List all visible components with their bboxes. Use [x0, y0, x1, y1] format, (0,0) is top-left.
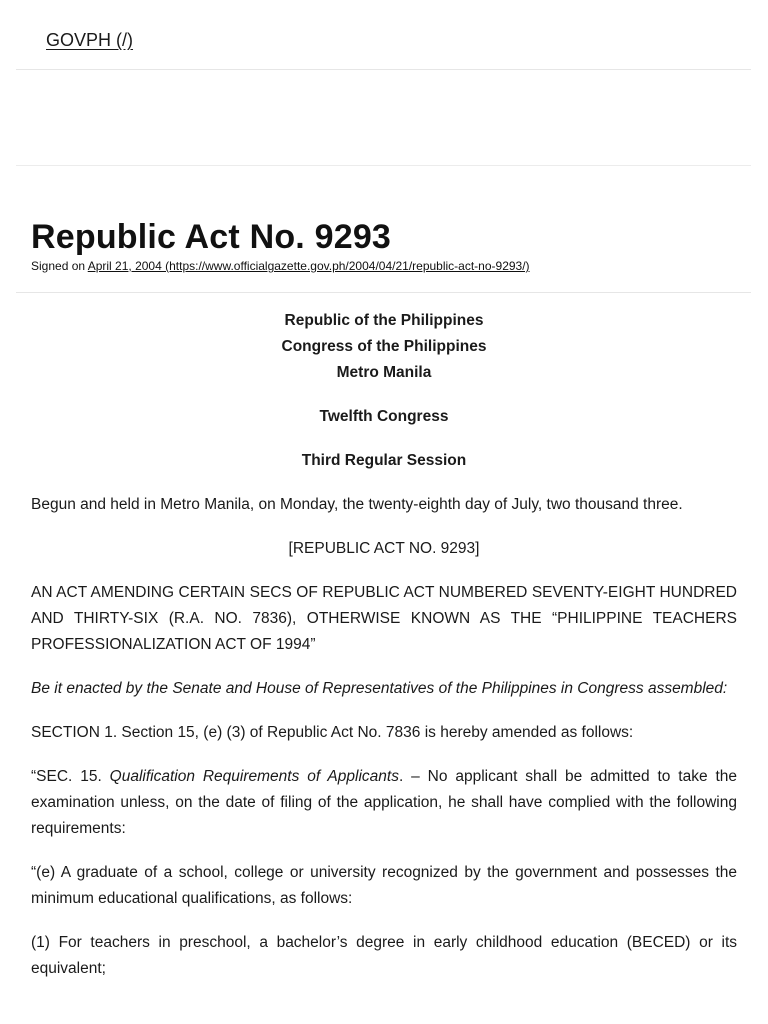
- congress-heading: Twelfth Congress: [319, 408, 449, 425]
- heading-line-republic: Republic of the Philippines: [284, 312, 484, 329]
- heading-line-congress: Congress of the Philippines: [281, 338, 487, 355]
- paragraph-e: “(e) A graduate of a school, college or university recognized by the government and possesses the minimum educational qualifications, as follows:: [31, 864, 737, 907]
- act-title: AN ACT AMENDING CERTAIN SECS OF REPUBLIC ACT NUMBERED SEVENTY-EIGHT HUNDRED AND THIRTY-SIX (R.A. NO. 7836), OTHERWISE KNOWN AS THE “PHILIPPINE TEACHERS PROFESSIONALIZATION ACT OF 1994”: [31, 584, 737, 653]
- banner-area: [16, 70, 751, 166]
- session-heading: Third Regular Session: [301, 452, 467, 469]
- top-navigation: [16, 0, 751, 70]
- signed-prefix: Signed on: [31, 259, 86, 273]
- govph-home-link[interactable]: GOVPH (/): [46, 30, 134, 50]
- section-15-text: . – No applicant shall be admitted to take the examination unless, on the date of filing of the application, he shall have complied with the following requirements:: [31, 768, 737, 837]
- begun-paragraph: Begun and held in Metro Manila, on Monday, the twenty-eighth day of July, two thousand three.: [31, 496, 683, 513]
- signed-date-link[interactable]: April 21, 2004 (https://www.officialgazette.gov.ph/2004/04/21/republic-act-no-9293/): [87, 259, 530, 273]
- heading-line-metro-manila: Metro Manila: [336, 364, 432, 381]
- act-number: [REPUBLIC ACT NO. 9293]: [288, 540, 480, 557]
- paragraph-1: (1) For teachers in preschool, a bachelor’s degree in early childhood education (BECED) or its equivalent;: [31, 934, 737, 977]
- page-title: Republic Act No. 9293: [31, 218, 392, 256]
- title-section: [16, 166, 751, 293]
- act-content: [31, 308, 737, 1000]
- enacting-clause: Be it enacted by the Senate and House of Representatives of the Philippines in Congress assembled:: [31, 680, 728, 697]
- signed-date-line: [31, 259, 530, 273]
- section-1: SECTION 1. Section 15, (e) (3) of Republic Act No. 7836 is hereby amended as follows:: [31, 724, 634, 741]
- section-15-heading: Qualification Requirements of Applicants: [109, 768, 399, 785]
- section-15-paragraph: [31, 764, 737, 842]
- section-15-prefix: “SEC. 15.: [31, 768, 102, 785]
- heading-block: [31, 308, 737, 386]
